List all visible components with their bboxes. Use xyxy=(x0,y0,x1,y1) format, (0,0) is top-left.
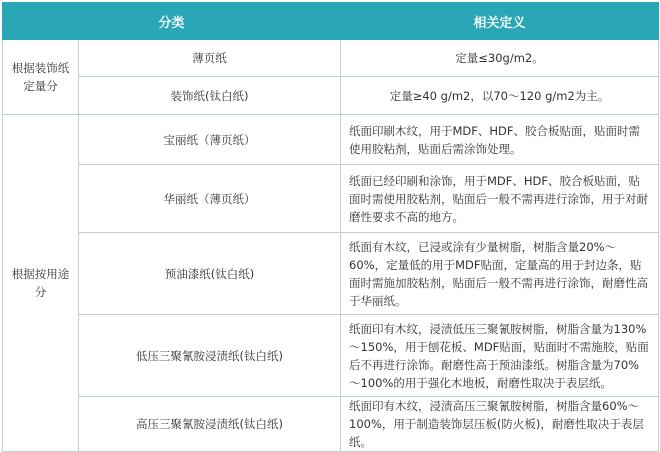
table-row xyxy=(3,115,659,165)
row-definition: 纸面印有木纹，浸渍高压三聚氰胺树脂，树脂含量60%～100%，用于制造装饰层压板(防火板)，耐磨性取决于表层纸。 xyxy=(341,397,659,452)
row-definition: 纸面印刷木纹，用于MDF、HDF、胶合板贴面，贴面时需使用胶粘剂，贴面后需涂饰处理。 xyxy=(341,115,659,165)
decor-paper-classification-table xyxy=(2,2,659,452)
table-row xyxy=(3,165,659,233)
table-row xyxy=(3,397,659,452)
row-definition: 纸面有木纹，已浸或涂有少量树脂，树脂含量20%～60%，定量低的用于MDF贴面，定量高的用于封边条，贴面时需施加胶粘剂，贴面后一般不需再进行涂饰，耐磨性高于华丽纸。 xyxy=(341,233,659,315)
row-name: 华丽纸（薄页纸） xyxy=(79,165,341,233)
table-row xyxy=(3,40,659,77)
header-category: 分类 xyxy=(3,3,341,40)
row-definition: 定量≥40 g/m2，以70～120 g/m2为主。 xyxy=(341,77,659,115)
row-definition: 定量≤30g/m2。 xyxy=(341,40,659,77)
row-name: 高压三聚氰胺浸渍纸(钛白纸) xyxy=(79,397,341,452)
row-name: 装饰纸(钛白纸) xyxy=(79,77,341,115)
row-name: 预油漆纸(钛白纸) xyxy=(79,233,341,315)
group-label-by-use: 根据按用途分 xyxy=(3,115,79,452)
table-header-row xyxy=(3,3,659,40)
row-definition: 纸面已经印刷和涂饰，用于MDF、HDF、胶合板贴面，贴面时需使用胶粘剂，贴面后一般不需再进行涂饰，用于对耐磨性要求不高的地方。 xyxy=(341,165,659,233)
header-definition: 相关定义 xyxy=(341,3,659,40)
group-label-by-weight: 根据装饰纸定量分 xyxy=(3,40,79,115)
table-row xyxy=(3,233,659,315)
row-name: 宝丽纸（薄页纸） xyxy=(79,115,341,165)
row-definition: 纸面印有木纹，浸渍低压三聚氰胺树脂，树脂含量为130%～150%，用于刨花板、MDF贴面，贴面时不需施胶，贴面后不再进行涂饰。耐磨性高于预油漆纸。树脂含量为70%～100%的用于强化木地板，耐磨性取决于表层纸。 xyxy=(341,315,659,397)
row-name: 低压三聚氰胺浸渍纸(钛白纸) xyxy=(79,315,341,397)
table-row xyxy=(3,77,659,115)
table-row xyxy=(3,315,659,397)
row-name: 薄页纸 xyxy=(79,40,341,77)
